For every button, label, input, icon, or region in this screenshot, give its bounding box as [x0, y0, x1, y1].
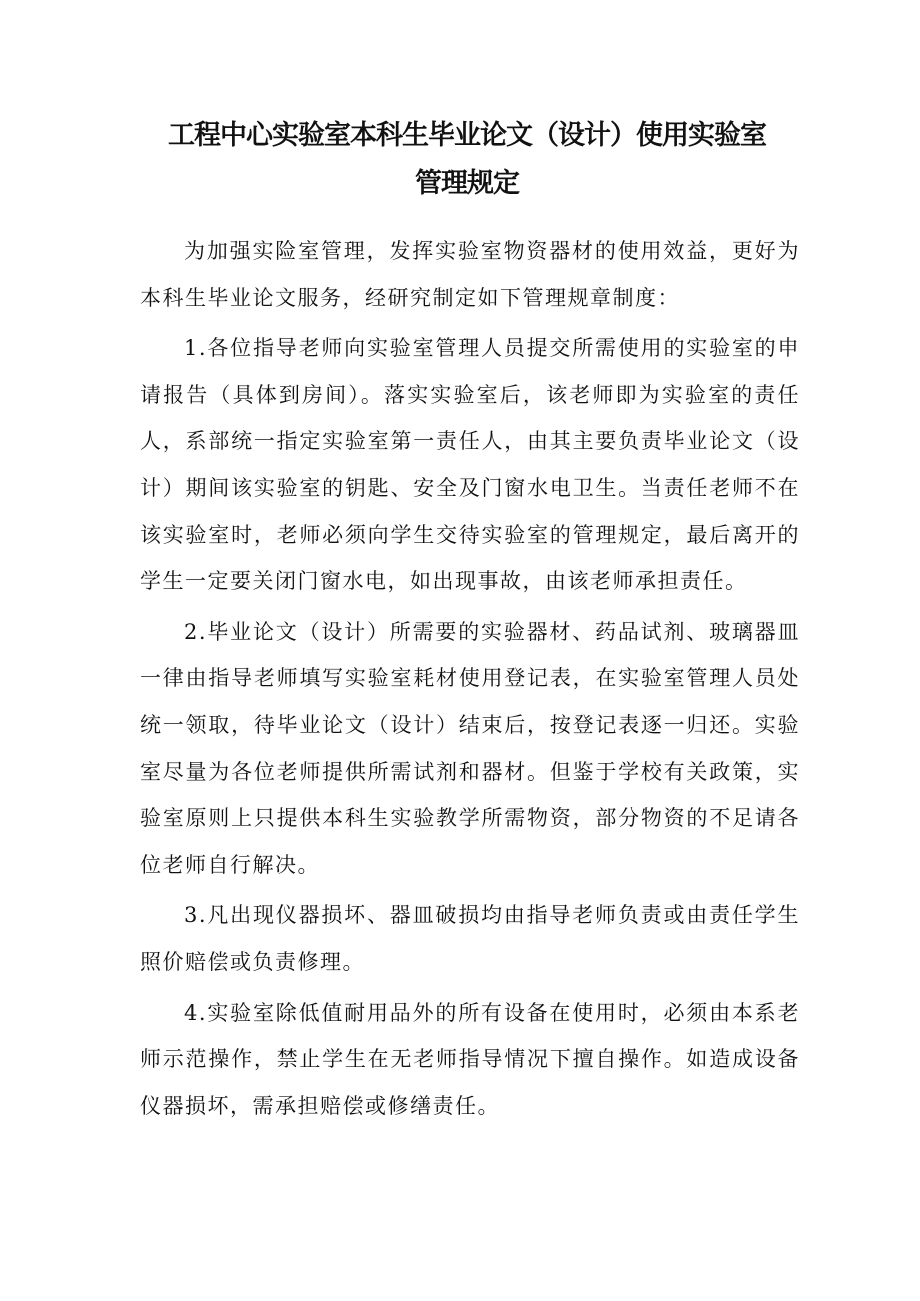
document-title-line-1: 工程中心实验室本科生毕业论文（设计）使用实验室 — [168, 120, 766, 151]
intro-paragraph: 为加强实险室管理，发挥实验室物资器材的使用效益，更好为本科生毕业论文服务，经研究制定如下管理规章制度： — [140, 239, 800, 310]
rule-1-paragraph: 1.各位指导老师向实验室管理人员提交所需使用的实验室的申请报告（具体到房间）。落实实验室后，该老师即为实验室的责任人，系部统一指定实验室第一责任人，由其主要负责毕业论文（设计）期间该实验室的钥匙、安全及门窗水电卫生。当责任老师不在该实验室时，老师必须向学生交待实验室的管理规定，最后离开的学生一定要关闭门窗水电，如出现事故，由该老师承担责任。 — [140, 336, 800, 594]
rule-4-paragraph: 4.实验室除低值耐用品外的所有设备在使用时，必须由本系老师示范操作，禁止学生在无老师指导情况下擅自操作。如造成设备仪器损坏，需承担赔偿或修缮责任。 — [140, 1000, 800, 1118]
rule-2-paragraph: 2.毕业论文（设计）所需要的实验器材、药品试剂、玻璃器皿一律由指导老师填写实验室耗材使用登记表，在实验室管理人员处统一领取，待毕业论文（设计）结束后，按登记表逐一归还。实验室尽量为各位老师提供所需试剂和器材。但鉴于学校有关政策，实验室原则上只提供本科生实验教学所需物资，部分物资的不足请各位老师自行解决。 — [140, 619, 800, 877]
rule-3-paragraph: 3.凡出现仪器损坏、器皿破损均由指导老师负责或由责任学生照价赔偿或负责修理。 — [140, 903, 800, 974]
document-body — [140, 228, 800, 1133]
document-title-line-2: 管理规定 — [415, 168, 519, 199]
